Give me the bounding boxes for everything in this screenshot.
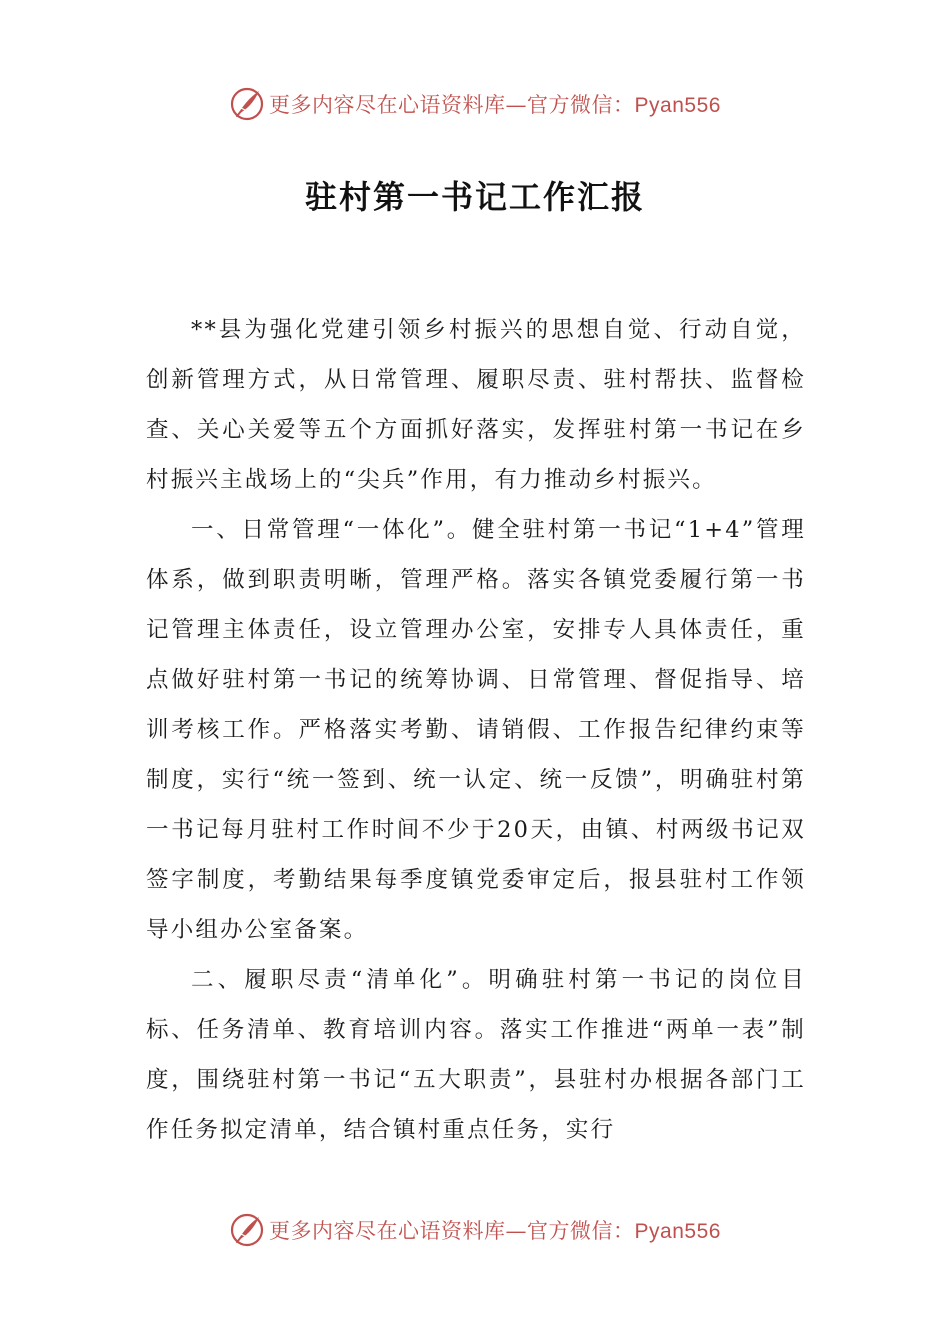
paragraph-section-1: 一、日常管理“一体化”。健全驻村第一书记“1+4”管理体系，做到职责明晰，管理严格。落实各镇党委履行第一书记管理主体责任，设立管理办公室，安排专人具体责任，重点做好驻村第一书记的统筹协调、日常管理、督促指导、培训考核工作。严格落实考勤、请销假、工作报告纪律约束等制度，实行“统一签到、统一认定、统一反馈”，明确驻村第一书记每月驻村工作时间不少于20天，由镇、村两级书记双签字制度，考勤结果每季度镇党委审定后，报县驻村工作领导小组办公室备案。 xyxy=(146,517,806,943)
quill-pen-icon xyxy=(229,86,265,122)
watermark-wechat-id: Pyan556 xyxy=(634,1220,721,1243)
footer-watermark xyxy=(0,1208,950,1252)
header-watermark xyxy=(0,82,950,126)
quill-pen-icon xyxy=(229,1212,265,1248)
document-title: 驻村第一书记工作汇报 xyxy=(304,178,645,216)
paragraph-intro: **县为强化党建引领乡村振兴的思想自觉、行动自觉，创新管理方式，从日常管理、履职尽责、驻村帮扶、监督检查、关心关爱等五个方面抓好落实，发挥驻村第一书记在乡村振兴主战场上的“尖兵”作用，有力推动乡村振兴。 xyxy=(146,317,806,493)
watermark-text: 更多内容尽在心语资料库—官方微信： xyxy=(269,1219,635,1243)
document-body xyxy=(146,305,806,1155)
watermark-wechat-id: Pyan556 xyxy=(634,94,721,117)
paragraph-section-2: 二、履职尽责“清单化”。明确驻村第一书记的岗位目标、任务清单、教育培训内容。落实工作推进“两单一表”制度，围绕驻村第一书记“五大职责”，县驻村办根据各部门工作任务拟定清单，结合镇村重点任务，实行 xyxy=(146,967,806,1143)
watermark-text: 更多内容尽在心语资料库—官方微信： xyxy=(269,93,635,117)
